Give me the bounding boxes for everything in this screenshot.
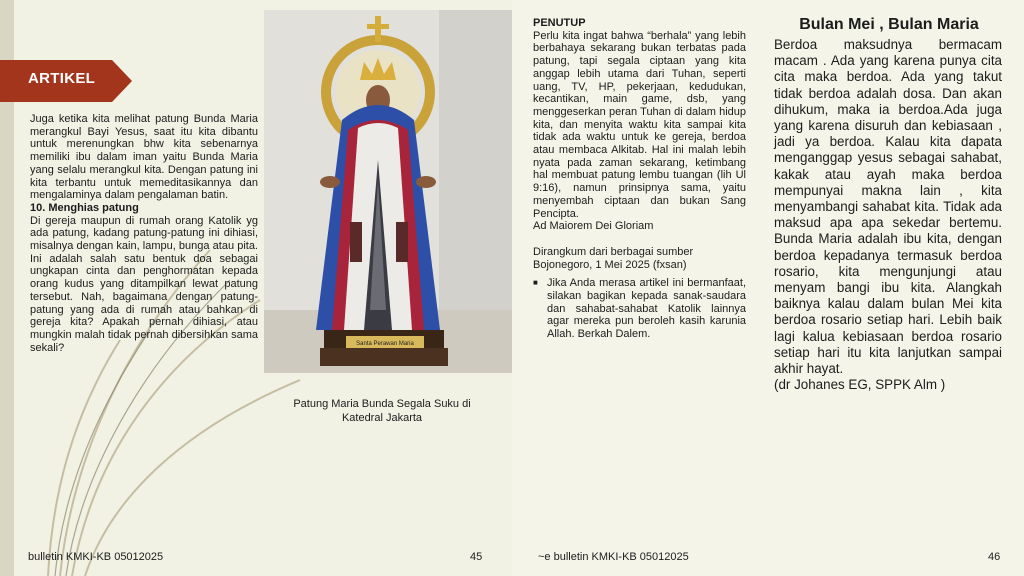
closing-paragraph: Perlu kita ingat bahwa “berhala” yang lebih berbahaya sekarang bukan terbatas pada patung, tapi segala ciptaan yang kita anggap lebih utama dari Tuhan, seperti uang, TV, HP, pekerjaan, kedudukan, kecantikan, main game, dsb, yang menggeserkan peran Tuhan di dalam hidup kita, dan menyita waktu kita sampai kita tidak ada waktu untuk ke gereja, berdoa atau membaca Alkitab. Hal ini malah lebih nyata pada zaman sekarang, ketimbang hal membuat patung lembu tuangan (lih Ul 9:16), namun prinsipnya sama, yaitu menyembah ciptaan dan bukan Sang Pencipta. [533, 29, 746, 220]
plaque-text: Santa Perawan Maria [356, 341, 414, 347]
footer-right-bulletin: ~e bulletin KMKI-KB 05012025 [538, 551, 689, 563]
date-line: Bojonegoro, 1 Mei 2025 (fxsan) [533, 258, 687, 271]
square-bullet-icon: ■ [533, 278, 538, 288]
column-title: Bulan Mei , Bulan Maria [799, 16, 979, 33]
motto-line: Ad Maiorem Dei Gloriam [533, 220, 654, 233]
footer-left-bulletin: bulletin KMKI-KB 05012025 [28, 551, 164, 563]
statue-photo [264, 10, 512, 373]
right-article-column [533, 17, 746, 341]
section-heading: 10. Menghias patung [30, 201, 139, 214]
body-paragraph: Di gereja maupun di rumah orang Katolik yg ada patung, kadang patung-patung ini dihiasi, misalnya dengan kain, lampu, bunga atau pita. Ini adalah salah satu bentuk doa sebagai ungkapan cinta dan penghormatan kepada orang kudus yang ditampilkan lewat patung tersebut. Nah, bagaimana dengan patung-patung yang ada di rumah atau bahkan di gereja kita? Apakah pernah dihiasi, atau mungkin malah tidak pernah dibersihkan sama sekali? [30, 214, 258, 354]
share-bullet [533, 277, 746, 341]
intro-paragraph: Juga ketika kita melihat patung Bunda Maria merangkul Bayi Yesus, saat itu kita dibantu untuk merenungkan bhw kita sebenarnya memiliki ibu dalam iman yaitu Bunda Maria yang selalu merangkul kita. Dengan patung ini kita terbantu untuk memeditasikannya dan mengalaminya dalam pengalaman batin. [30, 113, 258, 202]
section-label: ARTIKEL [28, 70, 96, 87]
closing-heading: PENUTUP [533, 17, 586, 29]
column-body-block [774, 37, 1002, 393]
column-body: Berdoa maksudnya bermacam macam . Ada yang karena punya cita cita maka berdoa. Ada yang takut tidak berdoa adalah dosa. Dan akan dihukum, maka ia berdoa.Ada juga yang karena disuruh dan kebiasaan , jadi ya berdoa. Kalau kita dapata menganggap yesus sebagai sahabat, kakak atau ayah maka berdoa mempunyai makna lain , kita menyambangi sahabat kita. Tidak ada maksud apa apa sekedar bertemu. Bunda Maria adalah ibu kita, dengan berdoa kepadanya termasuk berdoa rosario, kita mengunjungi atau menyam bangi ibu kita. Alangkah baiknya kalau dalam bulan Mei kita berdoa rosario setiap hari. Lebih baik lagi kalua kebiasaan berdoa rosario setiap hari itu kita lanjutkan sampai akhir hayat. [774, 37, 1002, 377]
page-number-left: 45 [470, 551, 483, 563]
compiled-line: Dirangkum dari berbagai sumber [533, 245, 694, 258]
column-author: (dr Johanes EG, SPPK Alm ) [774, 377, 946, 393]
photo-caption: Patung Maria Bunda Segala Suku di Katedral Jakarta [293, 398, 471, 424]
page-number-right: 46 [988, 551, 1001, 563]
left-article-column [30, 113, 258, 354]
share-text: Jika Anda merasa artikel ini bermanfaat, silakan bagikan kepada sanak-saudara dan sahabat-sahabat Katolik lainnya agar mereka pun beroleh kasih karunia Allah. Berkah Dalem. [547, 277, 746, 341]
